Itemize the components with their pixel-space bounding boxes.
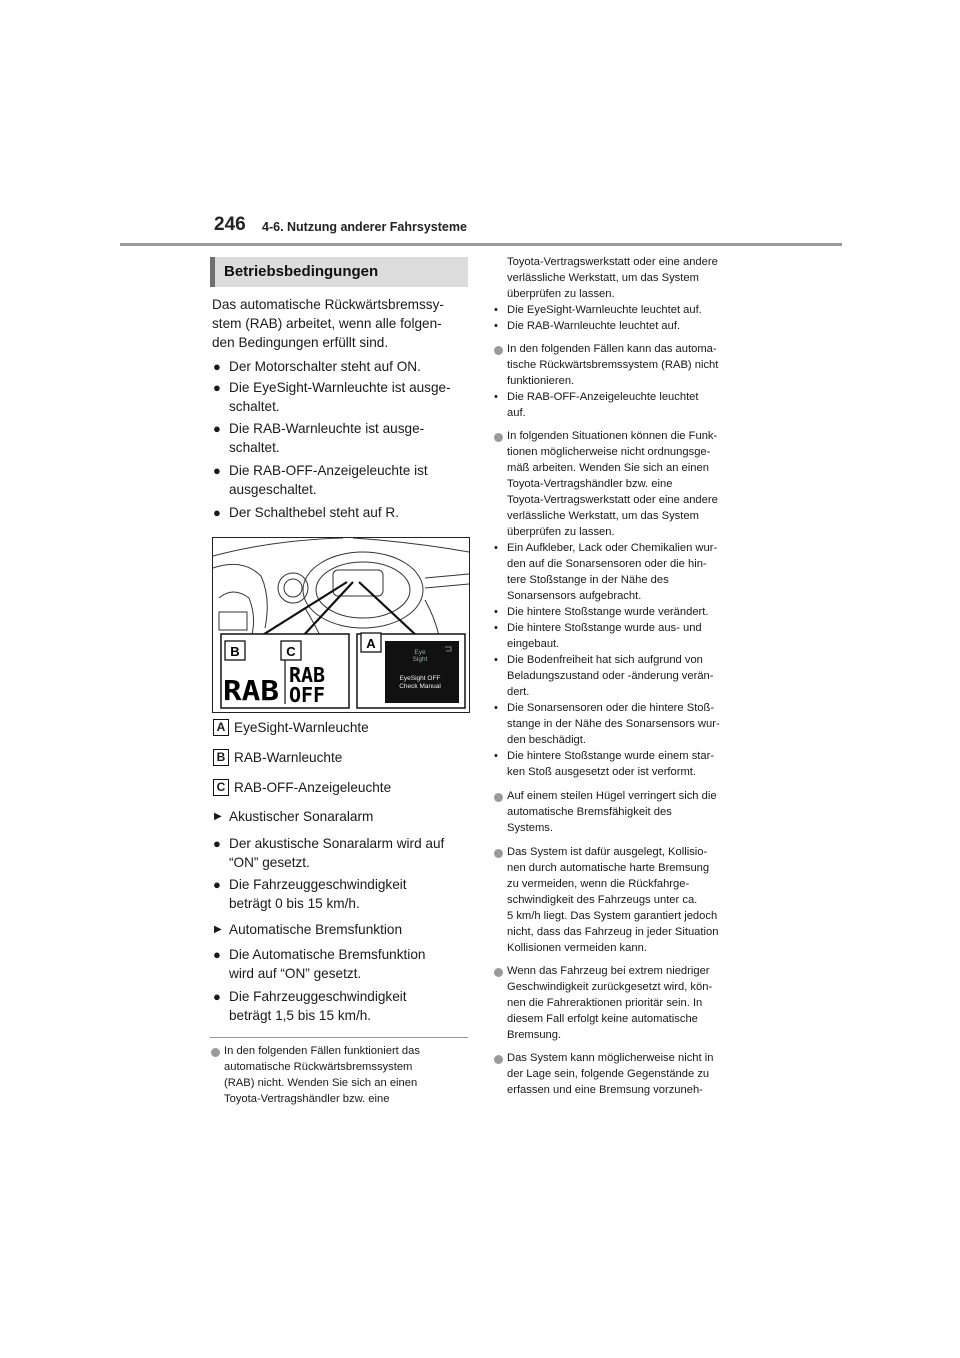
condition-item: Die RAB-OFF-Anzeigeleuchte ist	[229, 463, 428, 478]
note-divider	[210, 1037, 468, 1038]
note6-line: erfassen und eine Bremsung vorzuneh-	[507, 1084, 703, 1096]
note1-line: funktionieren.	[507, 375, 575, 387]
callout-a-label: A	[366, 636, 376, 651]
note-line: (RAB) nicht. Wenden Sie sich an einen	[224, 1077, 418, 1089]
rab-off-indicator-line2: OFF	[288, 683, 326, 707]
legend-tag-b: B	[213, 749, 229, 766]
section-title: 4-6. Nutzung anderer Fahrsysteme	[262, 220, 467, 234]
note-dot-icon	[494, 433, 503, 442]
note2-item: Die Bodenfreiheit hat sich aufgrund von	[507, 654, 703, 666]
note-dot-icon	[494, 346, 503, 355]
note2-line: Toyota-Vertragswerkstatt oder eine andere	[507, 494, 718, 506]
note2-item: Die hintere Stoßstange wurde aus- und	[507, 622, 702, 634]
sub2-item: Die Automatische Bremsfunktion	[229, 947, 426, 962]
subsection-title: Akustischer Sonaralarm	[229, 809, 374, 824]
note-dot-icon	[494, 1055, 503, 1064]
note2-item-cont: dert.	[507, 686, 530, 698]
note2-item-cont: Beladungszustand oder -änderung verän-	[507, 670, 714, 682]
sub1-item: Der akustische Sonaralarm wird auf	[229, 836, 445, 851]
note5-line: nen die Fahreraktionen prioritär sein. In	[507, 997, 703, 1009]
bullet-dot-icon: ●	[213, 989, 221, 1004]
note6-line: Das System kann möglicherweise nicht in	[507, 1052, 714, 1064]
sub-bullet-icon: •	[494, 542, 498, 554]
sub-bullet-icon: •	[494, 750, 498, 762]
note6-line: der Lage sein, folgende Gegenstände zu	[507, 1068, 710, 1080]
right-cont-line: verlässliche Werkstatt, um das System	[507, 272, 699, 284]
note3-line: Auf einem steilen Hügel verringert sich die	[507, 790, 717, 802]
note4-line: schwindigkeit des Fahrzeugs unter ca.	[507, 894, 698, 906]
display-message-line2: Check Manual	[399, 683, 441, 690]
legend-text: EyeSight-Warnleuchte	[234, 720, 369, 735]
display-message-line1: EyeSight OFF	[399, 675, 441, 682]
bullet-dot-icon: ●	[213, 947, 221, 962]
note-line: Toyota-Vertragshändler bzw. eine	[224, 1093, 390, 1105]
note2-line: überprüfen zu lassen.	[507, 526, 615, 538]
condition-item-cont: schaltet.	[229, 399, 280, 414]
subsection-title: Automatische Bremsfunktion	[229, 922, 403, 937]
note2-item: Die hintere Stoßstange wurde verändert.	[507, 606, 709, 618]
note3-line: Systems.	[507, 822, 554, 834]
legend-text: RAB-OFF-Anzeigeleuchte	[234, 780, 392, 795]
condition-item: Der Motorschalter steht auf ON.	[229, 359, 421, 374]
note2-item-cont: ken Stoß ausgesetzt oder ist verformt.	[507, 766, 697, 778]
condition-item: Die EyeSight-Warnleuchte ist ausge-	[229, 380, 451, 395]
bullet-dot-icon: ●	[213, 836, 221, 851]
callout-b-label: B	[230, 644, 240, 659]
condition-item: Der Schalthebel steht auf R.	[229, 505, 400, 520]
note1-line: In den folgenden Fällen kann das automa-	[507, 343, 717, 355]
bullet-dot-icon: ●	[213, 505, 221, 520]
sub-bullet-icon: •	[494, 702, 498, 714]
sub-bullet-icon: •	[494, 320, 498, 332]
note4-line: 5 km/h liegt. Das System garantiert jedoch	[507, 910, 718, 922]
note2-line: In folgenden Situationen können die Funk-	[507, 430, 718, 442]
note2-line: tionen möglicherweise nicht ordnungsge-	[507, 446, 711, 458]
sub-bullet-icon: •	[494, 654, 498, 666]
note2-line: verlässliche Werkstatt, um das System	[507, 510, 699, 522]
note2-item-cont: eingebaut.	[507, 638, 560, 650]
note2-line: mäß arbeiten. Wenden Sie sich an einen	[507, 462, 709, 474]
section-heading: Betriebsbedingungen	[224, 263, 379, 280]
right-cont-item: Die RAB-Warnleuchte leuchtet auf.	[507, 320, 681, 332]
sub-bullet-icon: •	[494, 304, 498, 316]
legend-text: RAB-Warnleuchte	[234, 750, 343, 765]
bullet-dot-icon: ●	[213, 421, 221, 436]
heading-accent-bar	[210, 257, 215, 287]
legend-tag-c: C	[213, 779, 229, 796]
note4-line: nen durch automatische harte Bremsung	[507, 862, 710, 874]
note3-line: automatische Bremsfähigkeit des	[507, 806, 672, 818]
note1-line: tische Rückwärtsbremssystem (RAB) nicht	[507, 359, 719, 371]
note2-item-cont: den auf die Sonarsensoren oder die hin-	[507, 558, 707, 570]
note5-line: Wenn das Fahrzeug bei extrem niedriger	[507, 965, 710, 977]
intro-line: stem (RAB) arbeitet, wenn alle folgen-	[212, 316, 442, 331]
condition-item: Die RAB-Warnleuchte ist ausge-	[229, 421, 425, 436]
note2-item-cont: tere Stoßstange in der Nähe des	[507, 574, 669, 586]
display-eyesight-line1: Eye	[414, 649, 426, 656]
note4-line: zu vermeiden, wenn die Rückfahrge-	[507, 878, 690, 890]
page-number: 246	[214, 214, 246, 235]
condition-item-cont: ausgeschaltet.	[229, 482, 317, 497]
note2-item: Die Sonarsensoren oder die hintere Stoß-	[507, 702, 715, 714]
condition-item-cont: schaltet.	[229, 440, 280, 455]
note-dot-icon	[494, 968, 503, 977]
callout-c-label: C	[286, 644, 296, 659]
display-eyesight-line2: Sight	[412, 656, 428, 663]
sub-bullet-icon: •	[494, 391, 498, 403]
note4-line: Kollisionen vermeiden kann.	[507, 942, 647, 954]
triangle-bullet-icon: ▶	[214, 924, 222, 935]
sub1-item-cont: “ON” gesetzt.	[229, 855, 310, 870]
sub2-item-cont: wird auf “ON” gesetzt.	[229, 966, 362, 981]
note-line: In den folgenden Fällen funktioniert das	[224, 1045, 420, 1057]
note1-item: Die RAB-OFF-Anzeigeleuchte leuchtet	[507, 391, 699, 403]
note2-item-cont: Sonarsensors aufgebracht.	[507, 590, 642, 602]
right-cont-item: Die EyeSight-Warnleuchte leuchtet auf.	[507, 304, 702, 316]
note4-line: nicht, dass das Fahrzeug in jeder Situation	[507, 926, 719, 938]
intro-line: Das automatische Rückwärtsbremssy-	[212, 297, 444, 312]
note4-line: Das System ist dafür ausgelegt, Kollisio-	[507, 846, 708, 858]
note2-item-cont: stange in der Nähe des Sonarsensors wur-	[507, 718, 720, 730]
sub1-item: Die Fahrzeuggeschwindigkeit	[229, 877, 407, 892]
sub2-item-cont: beträgt 1,5 bis 15 km/h.	[229, 1008, 372, 1023]
intro-line: den Bedingungen erfüllt sind.	[212, 335, 389, 350]
bullet-dot-icon: ●	[213, 877, 221, 892]
rab-off-indicator-line1: RAB	[288, 663, 326, 687]
triangle-bullet-icon: ▶	[214, 811, 222, 822]
note2-item-cont: den beschädigt.	[507, 734, 586, 746]
right-cont-line: Toyota-Vertragswerkstatt oder eine andere	[507, 256, 718, 268]
note-dot-icon	[494, 849, 503, 858]
note2-item: Die hintere Stoßstange wurde einem star-	[507, 750, 715, 762]
bullet-dot-icon: ●	[213, 463, 221, 478]
legend-tag-a: A	[213, 719, 229, 736]
note2-line: Toyota-Vertragshändler bzw. eine	[507, 478, 673, 490]
sub1-item-cont: beträgt 0 bis 15 km/h.	[229, 896, 360, 911]
note2-item: Ein Aufkleber, Lack oder Chemikalien wur-	[507, 542, 718, 554]
note-line: automatische Rückwärtsbremssystem	[224, 1061, 413, 1073]
rab-indicator-label: RAB	[223, 674, 279, 707]
note-dot-icon	[494, 793, 503, 802]
dashboard-illustration	[212, 537, 470, 713]
sub2-item: Die Fahrzeuggeschwindigkeit	[229, 989, 407, 1004]
header-rule	[120, 243, 842, 246]
sub-bullet-icon: •	[494, 606, 498, 618]
note-dot-icon	[211, 1048, 220, 1057]
sub-bullet-icon: •	[494, 622, 498, 634]
right-cont-line: überprüfen zu lassen.	[507, 288, 615, 300]
note1-item-cont: auf.	[507, 407, 526, 419]
note5-line: diesem Fall erfolgt keine automatische	[507, 1013, 698, 1025]
note5-line: Bremsung.	[507, 1029, 562, 1041]
bullet-dot-icon: ●	[213, 359, 221, 374]
note5-line: Geschwindigkeit zurückgesetzt wird, kön-	[507, 981, 713, 993]
bullet-dot-icon: ●	[213, 380, 221, 395]
